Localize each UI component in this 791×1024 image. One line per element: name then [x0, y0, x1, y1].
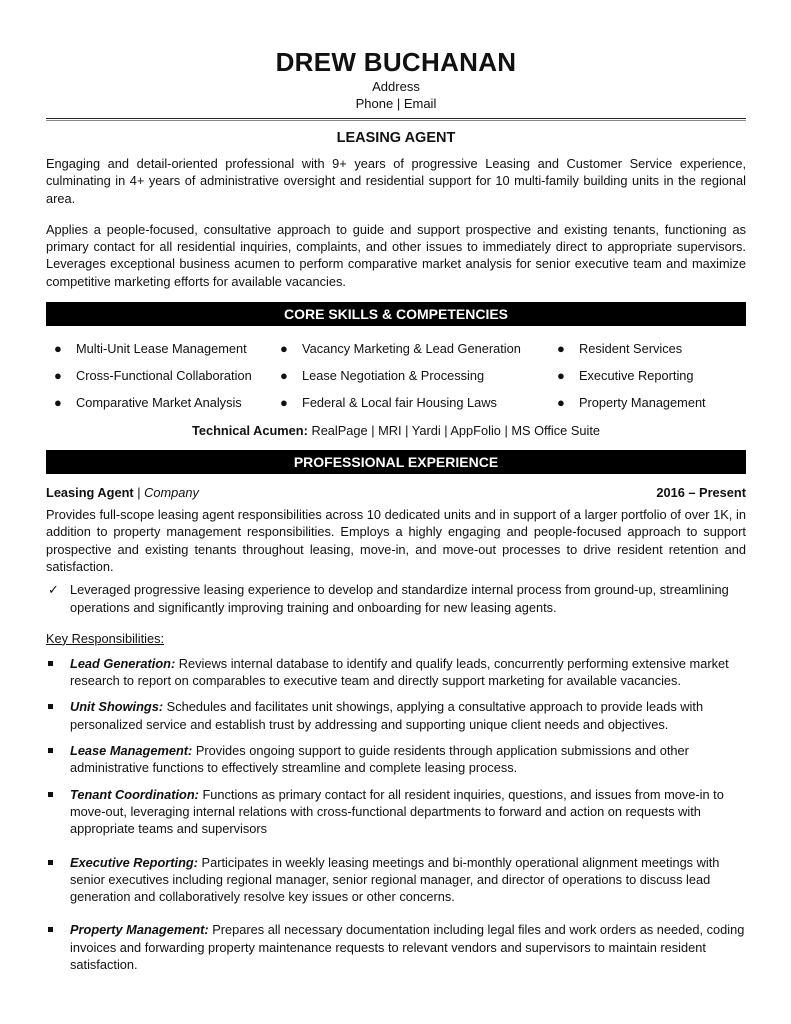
- square-bullet-icon: [48, 661, 53, 666]
- technical-acumen-value: RealPage | MRI | Yardi | AppFolio | MS Office Suite: [307, 423, 601, 439]
- checkmark-icon: ✓: [48, 582, 59, 598]
- skills-grid: [46, 340, 746, 412]
- responsibility-item: Unit Showings: Schedules and facilitates unit showings, applying a consultative approach to provide leads with personalized service and establish trust by addressing and supporting unique client needs and objectives.: [46, 698, 746, 733]
- role-description: Provides full-scope leasing agent responsibilities across 10 dedicated units and in support of a larger portfolio of over 1K, in addition to property management responsibilities. Employs a highly engaging and people-focused approach to support prospective and existing tenants throughout leasing, move-in, and move-out processes to drive resident retention and satisfaction.: [46, 507, 746, 574]
- candidate-name: DREW BUCHANAN: [275, 47, 517, 77]
- responsibility-item: Lead Generation: Reviews internal database to identify and qualify leads, concurrently performing extensive market research to report on comparables to executive team and directly support marketing for available vacancies.: [46, 655, 746, 690]
- skill-item: ● Multi-Unit Lease Management: [54, 341, 247, 357]
- experience-section-heading: PROFESSIONAL EXPERIENCE: [46, 450, 746, 474]
- company-name: Company: [144, 485, 199, 501]
- square-bullet-icon: [48, 792, 53, 797]
- square-bullet-icon: [48, 927, 53, 932]
- role-separator: |: [133, 485, 145, 501]
- resume-page: [46, 46, 746, 982]
- phone-email: Phone | Email: [355, 96, 437, 111]
- skill-item: ● Federal & Local fair Housing Laws: [280, 395, 497, 411]
- responsibility-item: Lease Management: Provides ongoing support to guide residents through application submissions and other administrative functions to effectively streamline and complete leasing process.: [46, 742, 746, 777]
- bullet-icon: ●: [557, 368, 565, 384]
- skill-item: ● Executive Reporting: [557, 368, 694, 384]
- header-divider: [46, 118, 746, 121]
- skill-item: ● Property Management: [557, 395, 706, 411]
- bullet-icon: ●: [280, 395, 288, 411]
- skill-item: ● Lease Negotiation & Processing: [280, 368, 485, 384]
- bullet-icon: ●: [54, 341, 62, 357]
- bullet-icon: ●: [280, 341, 288, 357]
- role-title: Leasing Agent: [46, 485, 134, 501]
- address: Address: [372, 79, 420, 94]
- skill-item: ● Vacancy Marketing & Lead Generation: [280, 341, 521, 357]
- role-dates: 2016 – Present: [656, 485, 746, 501]
- square-bullet-icon: [48, 704, 53, 709]
- skill-item: ● Comparative Market Analysis: [54, 395, 242, 411]
- key-responsibilities-heading: Key Responsibilities:: [46, 630, 165, 646]
- summary-paragraph-2: Applies a people-focused, consultative approach to guide and support prospective and existing tenants, functioning as primary contact for all residential inquiries, complaints, and other issues to immediately direct to appropriate supervisors. Leverages exceptional business acumen to perform comparative market analysis for senior executive team and maximize competitive marketing efforts for available vacancies.: [46, 221, 746, 289]
- technical-acumen-label: Technical Acumen:: [191, 423, 308, 439]
- square-bullet-icon: [48, 748, 53, 753]
- job-title: LEASING AGENT: [336, 130, 456, 146]
- technical-acumen: [46, 422, 746, 440]
- role-header: [46, 484, 746, 502]
- skill-item: ● Cross-Functional Collaboration: [54, 368, 252, 384]
- skill-item: ● Resident Services: [557, 341, 683, 357]
- bullet-icon: ●: [54, 395, 62, 411]
- bullet-icon: ●: [557, 341, 565, 357]
- bullet-icon: ●: [280, 368, 288, 384]
- responsibility-item: Executive Reporting: Participates in weekly leasing meetings and bi-monthly operational alignment meetings with senior executives including regional manager, senior regional manager, and director of operations to discuss lead generation and collaboratively resolve key issues or other concerns.: [46, 854, 746, 906]
- bullet-icon: ●: [557, 395, 565, 411]
- responsibility-item: Property Management: Prepares all necessary documentation including legal files and work orders as needed, coding invoices and forwarding property maintenance requests to relevant vendors and supervisors to maintain resident satisfaction.: [46, 921, 746, 973]
- summary-paragraph-1: Engaging and detail-oriented professional with 9+ years of progressive Leasing and Customer Service experience, culminating in 4+ years of administrative oversight and residential support for 10 multi-family building units in the regional area.: [46, 156, 746, 206]
- achievement-item: ✓ Leveraged progressive leasing experience to develop and standardize internal process from ground-up, streamlining operations and significantly improving training and onboarding for new leasing agents.: [48, 582, 729, 615]
- bullet-icon: ●: [54, 368, 62, 384]
- responsibility-item: Tenant Coordination: Functions as primary contact for all resident inquiries, questions, and issues from move-in to move-out, leveraging internal relations with cross-functional departments to forward and action on requests with appropriate teams and supervisors: [46, 786, 746, 838]
- square-bullet-icon: [48, 860, 53, 865]
- skills-section-heading: CORE SKILLS & COMPETENCIES: [46, 302, 746, 326]
